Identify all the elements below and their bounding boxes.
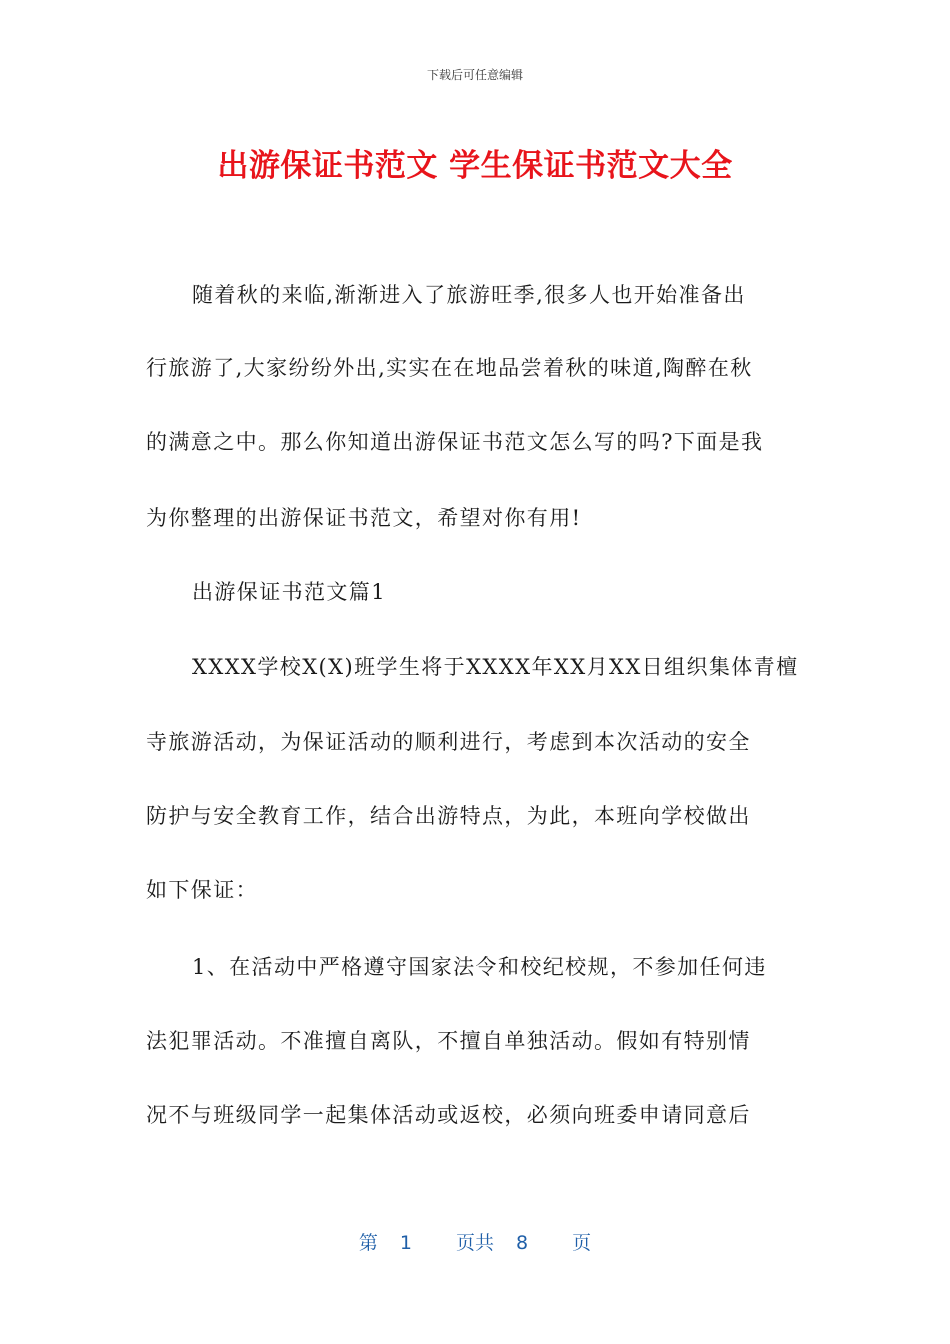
footer-di: 第	[358, 1232, 378, 1254]
body-line-12: 况不与班级同学一起集体活动或返校，必须向班委申请同意后	[146, 1103, 751, 1127]
body-line-3: 的满意之中。那么你知道出游保证书范文怎么写的吗?下面是我	[146, 430, 764, 454]
body-line-2: 行旅游了,大家纷纷外出,实实在在地品尝着秋的味道,陶醉在秋	[146, 356, 753, 380]
footer-total-pages: 8	[516, 1232, 529, 1254]
page-footer	[0, 1228, 950, 1255]
body-line-7: 寺旅游活动，为保证活动的顺利进行，考虑到本次活动的安全	[146, 730, 751, 754]
section-heading: 出游保证书范文篇1	[192, 580, 386, 604]
footer-page-number: 1	[399, 1232, 412, 1254]
header-note: 下载后可任意编辑	[426, 68, 523, 82]
body-line-11: 法犯罪活动。不准擅自离队，不擅自单独活动。假如有特别情	[146, 1029, 751, 1053]
footer-ye-gong: 页共	[455, 1232, 494, 1254]
body-line-8: 防护与安全教育工作，结合出游特点，为此，本班向学校做出	[146, 804, 751, 828]
document-title: 出游保证书范文 学生保证书范文大全	[217, 148, 733, 184]
body-line-10: 1、在活动中严格遵守国家法令和校纪校规，不参加任何违	[192, 955, 767, 979]
body-line-6: XXXX学校X(X)班学生将于XXXX年XX月XX日组织集体青檀	[192, 655, 799, 679]
body-line-1: 随着秋的来临,渐渐进入了旅游旺季,很多人也开始准备出	[192, 283, 746, 307]
body-line-4: 为你整理的出游保证书范文，希望对你有用!	[146, 506, 582, 530]
footer-ye: 页	[572, 1232, 592, 1254]
body-line-9: 如下保证：	[146, 878, 258, 902]
